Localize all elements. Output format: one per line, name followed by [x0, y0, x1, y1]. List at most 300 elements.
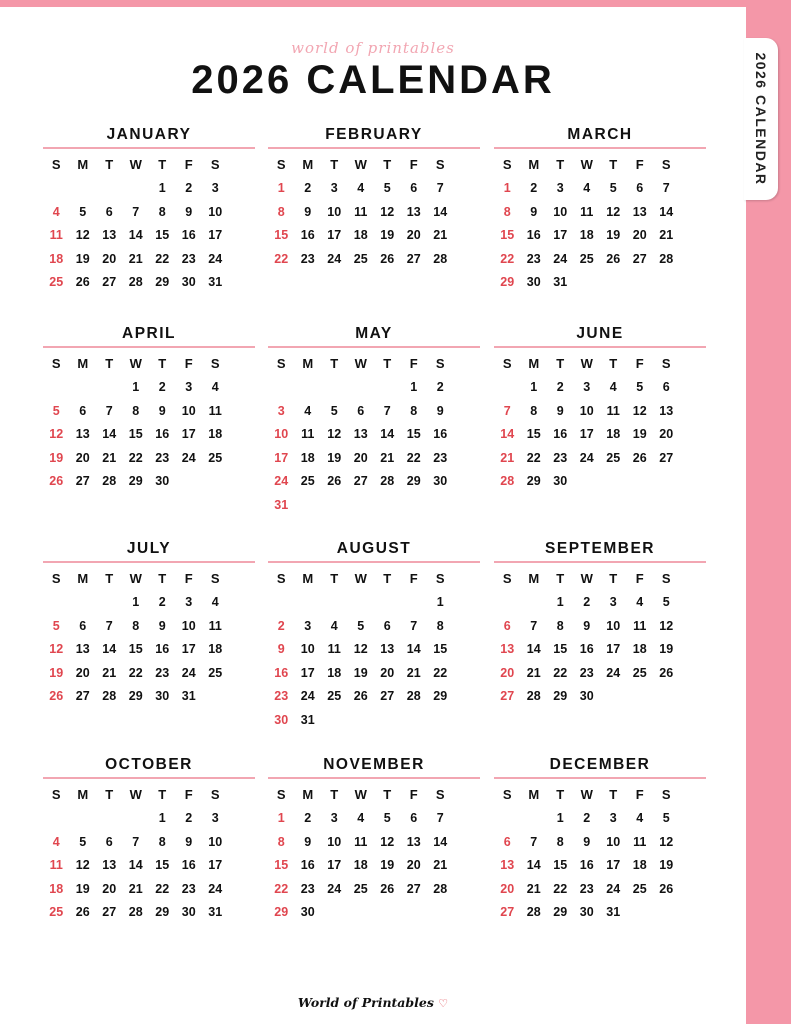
week-row	[494, 423, 706, 447]
week-row	[43, 224, 255, 248]
month-september	[494, 539, 706, 708]
date-cell: 29	[553, 905, 568, 920]
weekday-label: M	[302, 787, 314, 803]
week-row	[268, 423, 480, 447]
weekday-label: S	[502, 571, 512, 587]
week-row	[268, 446, 480, 470]
date-cell: 15	[526, 427, 541, 442]
date-cell: 29	[155, 905, 170, 920]
weekday-label: W	[129, 571, 142, 587]
sunday-date: 29	[274, 905, 289, 920]
sunday-date: 11	[49, 858, 63, 873]
month-divider	[494, 346, 706, 348]
week-row	[494, 271, 706, 295]
date-cell: 14	[128, 858, 143, 873]
date-cell: 17	[327, 228, 342, 243]
date-cell: 23	[579, 665, 594, 680]
month-divider	[494, 777, 706, 779]
date-cell: 14	[102, 642, 117, 657]
brand-script-top: world of printables	[291, 39, 455, 57]
sunday-date: 15	[274, 228, 289, 243]
date-cell: 19	[380, 228, 395, 243]
date-cell: 22	[526, 450, 541, 465]
sunday-date: 4	[52, 204, 60, 219]
week-row	[268, 807, 480, 831]
weekday-label: W	[129, 356, 142, 372]
date-cell: 19	[606, 228, 621, 243]
side-tab[interactable]	[744, 38, 778, 200]
weekday-label: S	[210, 157, 220, 173]
date-cell: 27	[102, 275, 117, 290]
date-cell: 4	[609, 380, 617, 395]
date-cell: 3	[330, 811, 338, 826]
sunday-date: 1	[277, 811, 285, 826]
date-cell: 26	[380, 251, 395, 266]
date-cell: 16	[300, 858, 315, 873]
date-cell: 27	[406, 881, 421, 896]
date-cell: 20	[406, 228, 421, 243]
date-cell: 28	[659, 251, 674, 266]
date-cell: 9	[158, 618, 166, 633]
date-cell: 7	[530, 834, 538, 849]
weekday-label: T	[556, 571, 565, 587]
sunday-date: 20	[500, 665, 515, 680]
weekday-label: T	[609, 571, 618, 587]
date-cell: 22	[128, 450, 143, 465]
weekday-label: S	[661, 157, 671, 173]
date-cell: 16	[579, 858, 594, 873]
weekday-label: T	[330, 571, 339, 587]
date-cell: 24	[300, 689, 315, 704]
date-cell: 10	[553, 204, 568, 219]
date-cell: 6	[410, 181, 418, 196]
date-cell: 23	[181, 251, 196, 266]
date-cell: 19	[659, 858, 674, 873]
sunday-date: 18	[49, 881, 64, 896]
week-row	[268, 854, 480, 878]
date-cell: 23	[300, 251, 315, 266]
date-cell: 22	[433, 665, 448, 680]
week-row	[43, 470, 255, 494]
weekday-label: F	[635, 157, 644, 173]
date-cell: 9	[185, 834, 193, 849]
sunday-date: 26	[49, 689, 64, 704]
date-cell: 21	[128, 881, 143, 896]
weekday-label: W	[354, 157, 367, 173]
date-cell: 18	[579, 228, 594, 243]
week-row	[268, 247, 480, 271]
date-cell: 5	[636, 380, 644, 395]
sunday-date: 19	[49, 665, 64, 680]
date-cell: 31	[553, 275, 568, 290]
date-cell: 30	[155, 689, 170, 704]
date-cell: 11	[633, 834, 647, 849]
date-cell: 5	[79, 834, 87, 849]
date-cell: 28	[380, 474, 395, 489]
date-cell: 24	[181, 450, 196, 465]
date-cell: 26	[659, 881, 674, 896]
week-row	[268, 470, 480, 494]
weekday-label: T	[383, 787, 392, 803]
weekday-label: M	[528, 787, 540, 803]
sunday-date: 8	[277, 204, 285, 219]
date-cell: 27	[406, 251, 421, 266]
sunday-date: 21	[500, 450, 515, 465]
date-cell: 4	[357, 181, 365, 196]
date-cell: 3	[609, 595, 617, 610]
date-cell: 20	[102, 881, 117, 896]
month-divider	[268, 777, 480, 779]
heart-icon: ♡	[438, 997, 449, 1010]
week-row	[494, 661, 706, 685]
date-cell: 24	[606, 665, 621, 680]
weekday-label: T	[556, 157, 565, 173]
weekday-header	[494, 783, 706, 807]
weekday-header	[268, 352, 480, 376]
date-cell: 13	[102, 228, 117, 243]
sunday-date: 22	[500, 251, 515, 266]
date-cell: 17	[553, 228, 568, 243]
sunday-date: 8	[277, 834, 285, 849]
date-cell: 19	[75, 251, 90, 266]
date-cell: 14	[526, 642, 541, 657]
weekday-label: S	[435, 356, 445, 372]
date-cell: 31	[208, 905, 223, 920]
weekday-label: S	[51, 571, 61, 587]
week-row	[43, 423, 255, 447]
date-cell: 27	[380, 689, 395, 704]
weekday-label: W	[580, 571, 593, 587]
date-cell: 18	[353, 858, 368, 873]
date-cell: 21	[380, 450, 395, 465]
sunday-date: 20	[500, 881, 515, 896]
date-cell: 5	[330, 403, 338, 418]
date-cell: 11	[606, 403, 620, 418]
sunday-date: 22	[274, 251, 289, 266]
week-row	[268, 638, 480, 662]
date-cell: 8	[158, 204, 166, 219]
date-cell: 12	[353, 642, 368, 657]
sunday-date: 23	[274, 689, 289, 704]
date-cell: 30	[433, 474, 448, 489]
date-cell: 1	[530, 380, 538, 395]
sunday-date: 22	[274, 881, 289, 896]
date-cell: 26	[606, 251, 621, 266]
week-row	[43, 177, 255, 201]
date-cell: 2	[304, 181, 312, 196]
date-cell: 1	[132, 380, 140, 395]
date-cell: 20	[659, 427, 674, 442]
date-cell: 4	[636, 811, 644, 826]
date-cell: 11	[301, 427, 315, 442]
weekday-label: S	[661, 787, 671, 803]
date-cell: 9	[304, 834, 312, 849]
date-cell: 17	[606, 858, 621, 873]
sunday-date: 8	[503, 204, 511, 219]
weekday-header	[43, 352, 255, 376]
date-cell: 18	[327, 665, 342, 680]
date-cell: 28	[526, 689, 541, 704]
date-cell: 14	[433, 834, 448, 849]
date-cell: 4	[583, 181, 591, 196]
month-title: AUGUST	[336, 540, 412, 557]
sunday-date: 14	[500, 427, 515, 442]
date-cell: 23	[553, 450, 568, 465]
week-row	[268, 708, 480, 732]
month-title: FEBRUARY	[325, 126, 423, 143]
date-cell: 12	[380, 834, 395, 849]
date-cell: 16	[579, 642, 594, 657]
week-row	[494, 830, 706, 854]
weekday-label: T	[609, 157, 618, 173]
date-cell: 13	[353, 427, 368, 442]
date-cell: 10	[606, 834, 621, 849]
date-cell: 11	[208, 403, 222, 418]
month-divider	[43, 147, 255, 149]
date-cell: 18	[353, 228, 368, 243]
date-cell: 15	[553, 642, 568, 657]
weekday-label: F	[184, 157, 193, 173]
top-accent-strip	[0, 0, 748, 7]
date-cell: 4	[636, 595, 644, 610]
date-cell: 1	[556, 595, 564, 610]
date-cell: 7	[132, 204, 140, 219]
date-cell: 14	[380, 427, 395, 442]
week-row	[43, 854, 255, 878]
date-cell: 13	[75, 427, 90, 442]
date-cell: 27	[632, 251, 647, 266]
weekday-label: T	[105, 356, 114, 372]
date-cell: 24	[327, 881, 342, 896]
sunday-date: 18	[49, 251, 64, 266]
date-cell: 14	[659, 204, 674, 219]
weekday-header	[494, 567, 706, 591]
date-cell: 16	[181, 228, 196, 243]
sunday-date: 17	[274, 450, 289, 465]
month-title: MAY	[355, 325, 393, 342]
date-cell: 23	[579, 881, 594, 896]
date-cell: 5	[662, 595, 670, 610]
weekday-header	[268, 783, 480, 807]
week-row	[43, 376, 255, 400]
date-cell: 25	[353, 881, 368, 896]
date-cell: 7	[436, 181, 444, 196]
weekday-label: S	[51, 356, 61, 372]
date-cell: 9	[185, 204, 193, 219]
weekday-label: W	[354, 356, 367, 372]
date-cell: 6	[383, 618, 391, 633]
weekday-label: M	[77, 157, 89, 173]
month-divider	[43, 561, 255, 563]
date-cell: 2	[304, 811, 312, 826]
date-cell: 16	[553, 427, 568, 442]
date-cell: 18	[300, 450, 315, 465]
date-cell: 23	[181, 881, 196, 896]
month-march	[494, 125, 706, 294]
weekday-header	[494, 352, 706, 376]
date-cell: 30	[155, 474, 170, 489]
date-cell: 31	[300, 712, 315, 727]
weekday-label: M	[528, 571, 540, 587]
weekday-label: S	[502, 787, 512, 803]
date-cell: 26	[380, 881, 395, 896]
date-cell: 5	[609, 181, 617, 196]
date-cell: 24	[579, 450, 594, 465]
week-row	[43, 830, 255, 854]
date-cell: 5	[383, 811, 391, 826]
date-cell: 29	[433, 689, 448, 704]
date-cell: 3	[211, 181, 219, 196]
weekday-label: M	[302, 356, 314, 372]
date-cell: 12	[327, 427, 342, 442]
date-cell: 16	[181, 858, 196, 873]
date-cell: 14	[102, 427, 117, 442]
month-october	[43, 755, 255, 924]
date-cell: 1	[158, 811, 166, 826]
date-cell: 2	[583, 595, 591, 610]
date-cell: 13	[102, 858, 117, 873]
date-cell: 28	[102, 689, 117, 704]
date-cell: 22	[155, 881, 170, 896]
month-title: NOVEMBER	[323, 756, 425, 773]
month-divider	[494, 561, 706, 563]
date-cell: 13	[380, 642, 395, 657]
weekday-label: F	[409, 571, 418, 587]
date-cell: 2	[556, 380, 564, 395]
weekday-label: T	[158, 157, 167, 173]
month-july	[43, 539, 255, 708]
sunday-date: 10	[274, 427, 289, 442]
weekday-label: S	[51, 787, 61, 803]
date-cell: 14	[406, 642, 421, 657]
date-cell: 6	[79, 403, 87, 418]
weekday-label: F	[409, 157, 418, 173]
weekday-label: T	[105, 157, 114, 173]
date-cell: 29	[526, 474, 541, 489]
week-row	[494, 807, 706, 831]
date-cell: 5	[357, 618, 365, 633]
date-cell: 15	[155, 228, 170, 243]
date-cell: 17	[579, 427, 594, 442]
date-cell: 9	[436, 403, 444, 418]
weekday-label: S	[276, 356, 286, 372]
sunday-date: 6	[503, 834, 511, 849]
month-april	[43, 324, 255, 493]
date-cell: 24	[181, 665, 196, 680]
month-divider	[43, 777, 255, 779]
date-cell: 12	[659, 834, 674, 849]
date-cell: 17	[208, 228, 223, 243]
date-cell: 21	[526, 665, 541, 680]
weekday-label: T	[383, 157, 392, 173]
sunday-date: 7	[503, 403, 511, 418]
sunday-date: 31	[274, 497, 289, 512]
date-cell: 9	[158, 403, 166, 418]
sunday-date: 29	[500, 275, 515, 290]
date-cell: 4	[211, 380, 219, 395]
date-cell: 16	[155, 642, 170, 657]
date-cell: 20	[75, 665, 90, 680]
week-row	[43, 200, 255, 224]
date-cell: 21	[406, 665, 421, 680]
weekday-label: F	[184, 356, 193, 372]
brand-footer	[0, 995, 746, 1010]
date-cell: 10	[208, 834, 223, 849]
date-cell: 23	[526, 251, 541, 266]
date-cell: 17	[181, 642, 196, 657]
week-row	[268, 376, 480, 400]
date-cell: 2	[158, 595, 166, 610]
date-cell: 9	[530, 204, 538, 219]
date-cell: 8	[410, 403, 418, 418]
date-cell: 9	[304, 204, 312, 219]
sunday-date: 12	[49, 427, 64, 442]
sunday-date: 13	[500, 642, 515, 657]
date-cell: 8	[158, 834, 166, 849]
page-title: 2026 CALENDAR	[191, 58, 555, 102]
date-cell: 8	[132, 403, 140, 418]
date-cell: 4	[211, 595, 219, 610]
week-row	[494, 224, 706, 248]
weekday-label: S	[210, 571, 220, 587]
weekday-label: S	[435, 157, 445, 173]
date-cell: 24	[553, 251, 568, 266]
date-cell: 12	[380, 204, 395, 219]
weekday-label: M	[528, 157, 540, 173]
date-cell: 19	[632, 427, 647, 442]
weekday-label: T	[330, 787, 339, 803]
date-cell: 7	[105, 618, 113, 633]
month-december	[494, 755, 706, 924]
week-row	[268, 177, 480, 201]
week-row	[43, 685, 255, 709]
weekday-label: S	[51, 157, 61, 173]
date-cell: 25	[632, 881, 647, 896]
month-june	[494, 324, 706, 493]
week-row	[494, 877, 706, 901]
sunday-date: 19	[49, 450, 64, 465]
date-cell: 28	[102, 474, 117, 489]
date-cell: 11	[633, 618, 647, 633]
date-cell: 22	[406, 450, 421, 465]
week-row	[494, 470, 706, 494]
date-cell: 23	[300, 881, 315, 896]
date-cell: 12	[659, 618, 674, 633]
date-cell: 20	[632, 228, 647, 243]
weekday-label: T	[330, 356, 339, 372]
weekday-label: M	[528, 356, 540, 372]
sunday-date: 5	[52, 403, 60, 418]
date-cell: 22	[553, 665, 568, 680]
week-row	[268, 224, 480, 248]
week-row	[43, 807, 255, 831]
week-row	[268, 591, 480, 615]
week-row	[494, 614, 706, 638]
weekday-label: S	[276, 787, 286, 803]
month-title: JUNE	[576, 325, 624, 342]
date-cell: 16	[155, 427, 170, 442]
date-cell: 30	[300, 905, 315, 920]
date-cell: 3	[556, 181, 564, 196]
weekday-label: W	[354, 571, 367, 587]
week-row	[268, 200, 480, 224]
date-cell: 26	[632, 450, 647, 465]
weekday-label: M	[77, 356, 89, 372]
week-row	[268, 614, 480, 638]
weekday-label: S	[276, 157, 286, 173]
weekday-label: F	[409, 787, 418, 803]
date-cell: 24	[606, 881, 621, 896]
